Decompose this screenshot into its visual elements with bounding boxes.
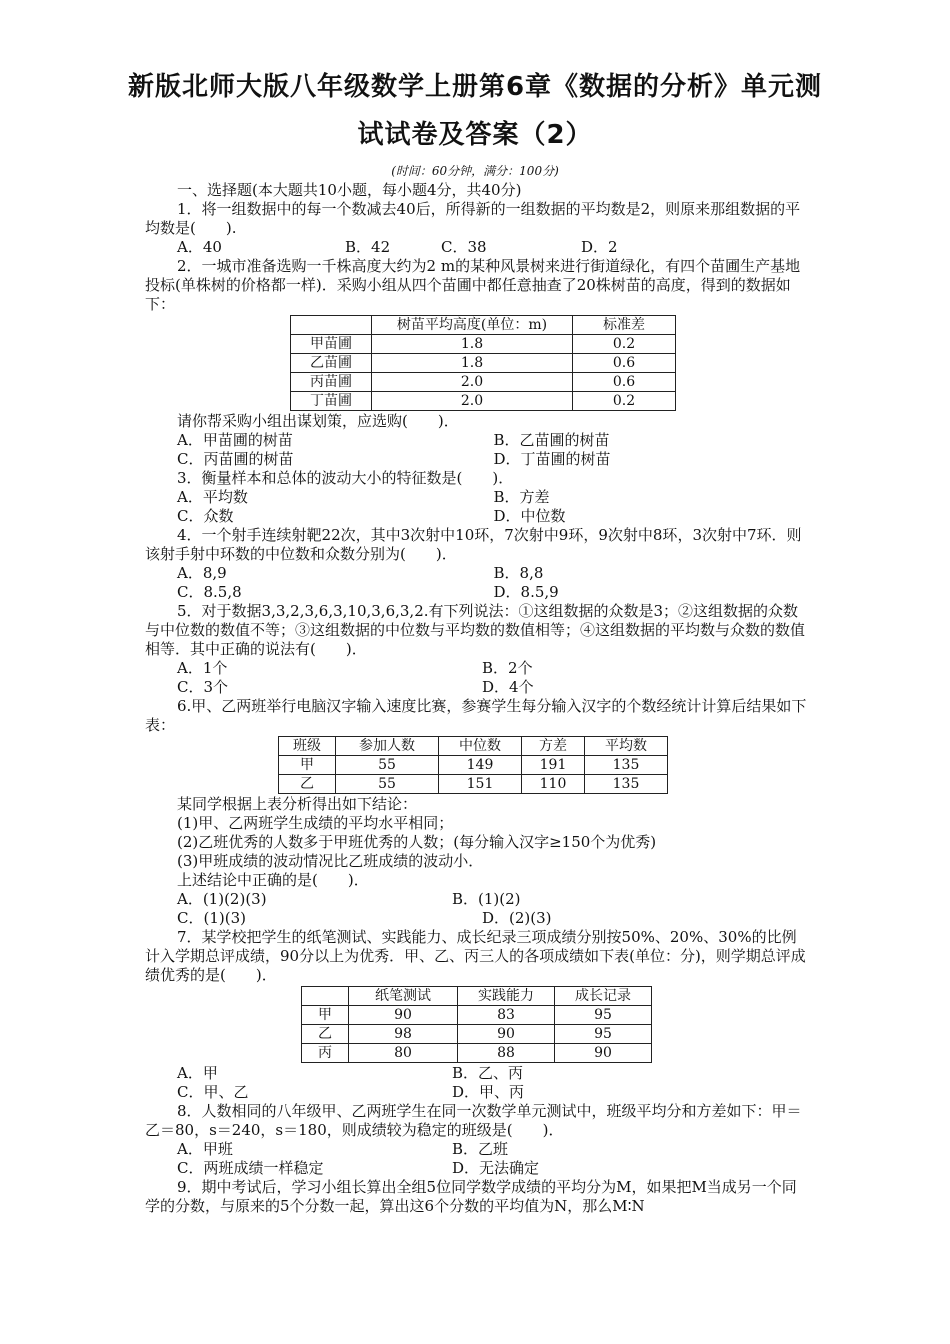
question-5-options-row-2: [145, 678, 810, 697]
question-8-options-row-2: [145, 1159, 810, 1178]
option: C．(1)(3): [177, 909, 246, 927]
option: B．乙、丙: [452, 1064, 524, 1082]
document-title-line-1: 新版北师大版八年级数学上册第6章《数据的分析》单元测: [127, 72, 823, 102]
option: D．(2)(3): [482, 909, 552, 927]
table-cell: 90: [458, 1025, 555, 1044]
table-row: [291, 335, 676, 354]
question-2-prompt: 请你帮采购小组出谋划策，应选购( )．: [177, 412, 459, 430]
table-header: 中位数: [439, 737, 522, 756]
exam-info: (时间：60分钟，满分：100分): [391, 164, 559, 178]
table-cell: 甲苗圃: [291, 335, 372, 354]
option: D．2: [581, 238, 618, 256]
question-2-options-row-1: [145, 431, 810, 450]
question-8-stem: 8．人数相同的八年级甲、乙两班学生在同一次数学单元测试中，班级平均分和方差如下：甲＝乙＝80，s＝240，s＝180，则成绩较为稳定的班级是( )．: [145, 1102, 802, 1139]
table-cell: 191: [522, 756, 585, 775]
table-row: [291, 354, 676, 373]
table-cell: 95: [555, 1006, 652, 1025]
table-cell: 1.8: [372, 354, 573, 373]
table-cell: 149: [439, 756, 522, 775]
table-cell: 丁苗圃: [291, 392, 372, 411]
table-row: [291, 373, 676, 392]
table-cell: 80: [349, 1044, 458, 1063]
option: A．1个: [177, 659, 228, 677]
table-cell: 55: [336, 775, 439, 794]
question-3-options-row-2: [145, 507, 810, 526]
question-6-table-wrap: [145, 736, 810, 794]
question-6-line: 某同学根据上表分析得出如下结论：: [177, 795, 418, 813]
table-header: 参加人数: [336, 737, 439, 756]
option: B．乙苗圃的树苗: [493, 431, 610, 449]
option: A．40: [177, 238, 222, 256]
option: C．38: [441, 238, 487, 256]
table-header: 平均数: [585, 737, 668, 756]
question-7-stem: 7．某学校把学生的纸笔测试、实践能力、成长纪录三项成绩分别按50%、20%、30%的比例计入学期总评成绩，90分以上为优秀．甲、乙、丙三人的各项成绩如下表(单位：分)，则学期总评成绩优秀的是( )．: [145, 928, 806, 984]
option: A．甲: [177, 1064, 218, 1082]
section-heading: 一、选择题(本大题共10小题，每小题4分，共40分): [177, 181, 522, 199]
option: D．8.5,9: [493, 583, 559, 601]
option: D．4个: [482, 678, 534, 696]
option: C．8.5,8: [177, 583, 242, 601]
document-title-line-2: 试试卷及答案（2）: [357, 120, 593, 150]
table-cell: 1.8: [372, 335, 573, 354]
table-header: 成长记录: [555, 987, 652, 1006]
option: A．甲班: [177, 1140, 233, 1158]
table-cell: 98: [349, 1025, 458, 1044]
nursery-table: [290, 315, 676, 411]
option: B．(1)(2): [452, 890, 521, 908]
question-3-options-row-1: [145, 488, 810, 507]
question-6-line: 上述结论中正确的是( )．: [177, 871, 369, 889]
option: C．甲、乙: [177, 1083, 249, 1101]
table-header: [302, 987, 349, 1006]
question-5-stem: 5．对于数据3,3,2,3,6,3,10,3,6,3,2.有下列说法：①这组数据的众数是3；②这组数据的众数与中位数的数值不等；③这组数据的中位数与平均数的数值相等；④这组数据的平均数与众数的数值相等．其中正确的说法有( )．: [145, 602, 806, 658]
option: B．方差: [493, 488, 550, 506]
table-cell: 151: [439, 775, 522, 794]
table-row: [291, 392, 676, 411]
question-3-stem: 3．衡量样本和总体的波动大小的特征数是( )．: [177, 469, 514, 487]
table-cell: 2.0: [372, 373, 573, 392]
question-7-table-wrap: [145, 986, 810, 1063]
table-header: 班级: [279, 737, 336, 756]
option: D．丁苗圃的树苗: [493, 450, 611, 468]
table-cell: 0.2: [573, 392, 676, 411]
question-4-options-row-1: [145, 564, 810, 583]
table-cell: 0.6: [573, 373, 676, 392]
table-cell: 0.2: [573, 335, 676, 354]
option: A．8,9: [177, 564, 227, 582]
table-cell: 丙: [302, 1044, 349, 1063]
table-header: [291, 316, 372, 335]
question-8-options-row-1: [145, 1140, 810, 1159]
table-cell: 135: [585, 775, 668, 794]
option: B．42: [345, 238, 391, 256]
table-row: [302, 1044, 652, 1063]
table-cell: 135: [585, 756, 668, 775]
table-cell: 55: [336, 756, 439, 775]
table-row: [279, 756, 668, 775]
table-cell: 甲: [302, 1006, 349, 1025]
table-cell: 乙: [302, 1025, 349, 1044]
table-row: [302, 1025, 652, 1044]
question-6-line: (2)乙班优秀的人数多于甲班优秀的人数；(每分输入汉字≥150个为优秀): [177, 833, 657, 851]
table-cell: 丙苗圃: [291, 373, 372, 392]
question-1-stem: 1．将一组数据中的每一个数减去40后，所得新的一组数据的平均数是2，则原来那组数据的平均数是( ).: [145, 200, 801, 237]
table-header: 实践能力: [458, 987, 555, 1006]
table-cell: 乙苗圃: [291, 354, 372, 373]
option: C．两班成绩一样稳定: [177, 1159, 324, 1177]
option: C．3个: [177, 678, 229, 696]
table-row: [302, 1006, 652, 1025]
question-4-options-row-2: [145, 583, 810, 602]
option: C．众数: [177, 507, 234, 525]
table-row: [279, 775, 668, 794]
table-cell: 甲: [279, 756, 336, 775]
option: B．8,8: [493, 564, 544, 582]
question-5-options-row-1: [145, 659, 810, 678]
option: B．2个: [482, 659, 533, 677]
question-9-stem: 9．期中考试后，学习小组长算出全组5位同学数学成绩的平均分为M，如果把M当成另一个同学的分数，与原来的5个分数一起，算出这6个分数的平均值为N，那么M∶N: [145, 1178, 797, 1215]
table-header: 标准差: [573, 316, 676, 335]
option: D．中位数: [493, 507, 566, 525]
table-cell: 90: [555, 1044, 652, 1063]
question-7-options-row-1: [145, 1064, 810, 1083]
option: A．平均数: [177, 488, 248, 506]
question-list: [145, 181, 810, 1216]
question-2-table-wrap: [145, 315, 810, 411]
option: A．(1)(2)(3): [177, 890, 267, 908]
scores-table: [301, 986, 652, 1063]
table-cell: 95: [555, 1025, 652, 1044]
option: C．丙苗圃的树苗: [177, 450, 294, 468]
option: D．甲、丙: [452, 1083, 525, 1101]
table-header-row: [291, 316, 676, 335]
table-cell: 90: [349, 1006, 458, 1025]
table-cell: 88: [458, 1044, 555, 1063]
typing-contest-table: [278, 736, 668, 794]
option: D．无法确定: [452, 1159, 540, 1177]
table-header: 树苗平均高度(单位：m): [372, 316, 573, 335]
question-6-line: (3)甲班成绩的波动情况比乙班成绩的波动小．: [177, 852, 484, 870]
table-cell: 乙: [279, 775, 336, 794]
option: B．乙班: [452, 1140, 509, 1158]
table-cell: 2.0: [372, 392, 573, 411]
table-header: 纸笔测试: [349, 987, 458, 1006]
question-7-options-row-2: [145, 1083, 810, 1102]
question-4-stem: 4．一个射手连续射靶22次，其中3次射中10环，7次射中9环，9次射中8环，3次射中7环．则该射手射中环数的中位数和众数分别为( )．: [145, 526, 802, 563]
question-2-options-row-2: [145, 450, 810, 469]
table-cell: 0.6: [573, 354, 676, 373]
question-6-stem: 6.甲、乙两班举行电脑汉字输入速度比赛，参赛学生每分输入汉字的个数经统计计算后结果如下表：: [145, 697, 807, 734]
question-6-line: (1)甲、乙两班学生成绩的平均水平相同；: [177, 814, 454, 832]
option: A．甲苗圃的树苗: [177, 431, 293, 449]
table-cell: 83: [458, 1006, 555, 1025]
question-6-options-row-1: [145, 890, 810, 909]
question-6-options-row-2: [145, 909, 810, 928]
table-cell: 110: [522, 775, 585, 794]
table-header: 方差: [522, 737, 585, 756]
question-2-stem: 2．一城市准备选购一千株高度大约为2 m的某种风景树来进行街道绿化，有四个苗圃生产基地投标(单株树的价格都一样)．采购小组从四个苗圃中都任意抽查了20株树苗的高度，得到的数据如下：: [145, 257, 801, 313]
table-header-row: [279, 737, 668, 756]
question-1-options: [145, 238, 810, 257]
table-header-row: [302, 987, 652, 1006]
